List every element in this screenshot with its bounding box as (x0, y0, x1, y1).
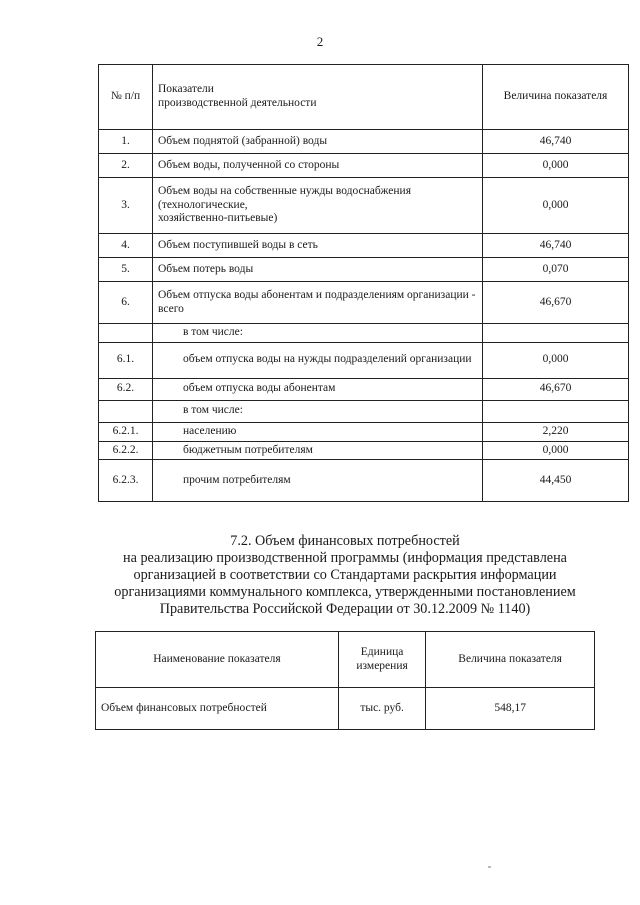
table-header-row (99, 65, 629, 130)
table-row (99, 130, 629, 154)
row-indicator: Объем воды, полученной со стороны (153, 154, 483, 178)
scan-speck (488, 866, 491, 868)
table-row (96, 688, 595, 730)
column-header-unit: Единица измерения (338, 632, 425, 688)
column-header-indicator: Показатели производственной деятельности (153, 65, 483, 130)
row-number: 3. (99, 178, 153, 234)
row-indicator: объем отпуска воды абонентам (153, 378, 483, 400)
table-row (99, 342, 629, 378)
table-row (99, 234, 629, 258)
row-value: 44,450 (483, 460, 629, 502)
row-number: 2. (99, 154, 153, 178)
row-indicator: Объем отпуска воды абонентам и подразделениям организации - всего (153, 282, 483, 324)
row-value: 46,740 (483, 130, 629, 154)
row-indicator: Объем потерь воды (153, 258, 483, 282)
row-value: 0,000 (483, 342, 629, 378)
row-value: 0,000 (483, 441, 629, 460)
row-indicator: Объем поступившей воды в сеть (153, 234, 483, 258)
row-number (99, 324, 153, 343)
row-indicator: в том числе: (153, 324, 483, 343)
column-header-value: Величина показателя (483, 65, 629, 130)
column-header-value: Величина показателя (426, 632, 595, 688)
row-number: 6.2. (99, 378, 153, 400)
table-row (99, 400, 629, 422)
row-number: 6.2.1. (99, 422, 153, 441)
table-row (99, 154, 629, 178)
table-row (99, 178, 629, 234)
row-value: 548,17 (426, 688, 595, 730)
row-value: 2,220 (483, 422, 629, 441)
row-indicator: в том числе: (153, 400, 483, 422)
table-row (99, 441, 629, 460)
section-heading: 7.2. Объем финансовых потребностей на реализацию производственной программы (информация представлена организацией в соответствии со Стандартами раскрытия информации организациями коммунального комплекса, утвержденными постановлением Правительства Российской Федерации от 30.12.2009 № 1140) (114, 533, 576, 617)
row-indicator: бюджетным потребителям (153, 441, 483, 460)
row-indicator: Объем воды на собственные нужды водоснабжения (технологические, хозяйственно-питьевые) (153, 178, 483, 234)
row-value (483, 400, 629, 422)
table-row (99, 422, 629, 441)
row-number: 5. (99, 258, 153, 282)
row-indicator: Объем поднятой (забранной) воды (153, 130, 483, 154)
table-row (99, 460, 629, 502)
page-number: 2 (316, 34, 324, 49)
row-number: 1. (99, 130, 153, 154)
row-value: 46,740 (483, 234, 629, 258)
row-number: 6.2.2. (99, 441, 153, 460)
table-row (99, 258, 629, 282)
row-number: 4. (99, 234, 153, 258)
finance-table (95, 631, 595, 730)
row-value: 0,000 (483, 154, 629, 178)
table-row (99, 324, 629, 343)
row-value: 46,670 (483, 282, 629, 324)
column-header-name: Наименование показателя (96, 632, 339, 688)
row-indicator: объем отпуска воды на нужды подразделений организации (153, 342, 483, 378)
row-indicator: населению (153, 422, 483, 441)
row-value: 46,670 (483, 378, 629, 400)
row-number: 6.2.3. (99, 460, 153, 502)
row-value: 0,000 (483, 178, 629, 234)
indicators-table (98, 64, 629, 502)
row-number: 6. (99, 282, 153, 324)
column-header-number: № п/п (99, 65, 153, 130)
row-value: 0,070 (483, 258, 629, 282)
row-number (99, 400, 153, 422)
table-row (99, 378, 629, 400)
row-value (483, 324, 629, 343)
table-header-row (96, 632, 595, 688)
row-name: Объем финансовых потребностей (96, 688, 339, 730)
row-number: 6.1. (99, 342, 153, 378)
row-unit: тыс. руб. (338, 688, 425, 730)
table-row (99, 282, 629, 324)
row-indicator: прочим потребителям (153, 460, 483, 502)
